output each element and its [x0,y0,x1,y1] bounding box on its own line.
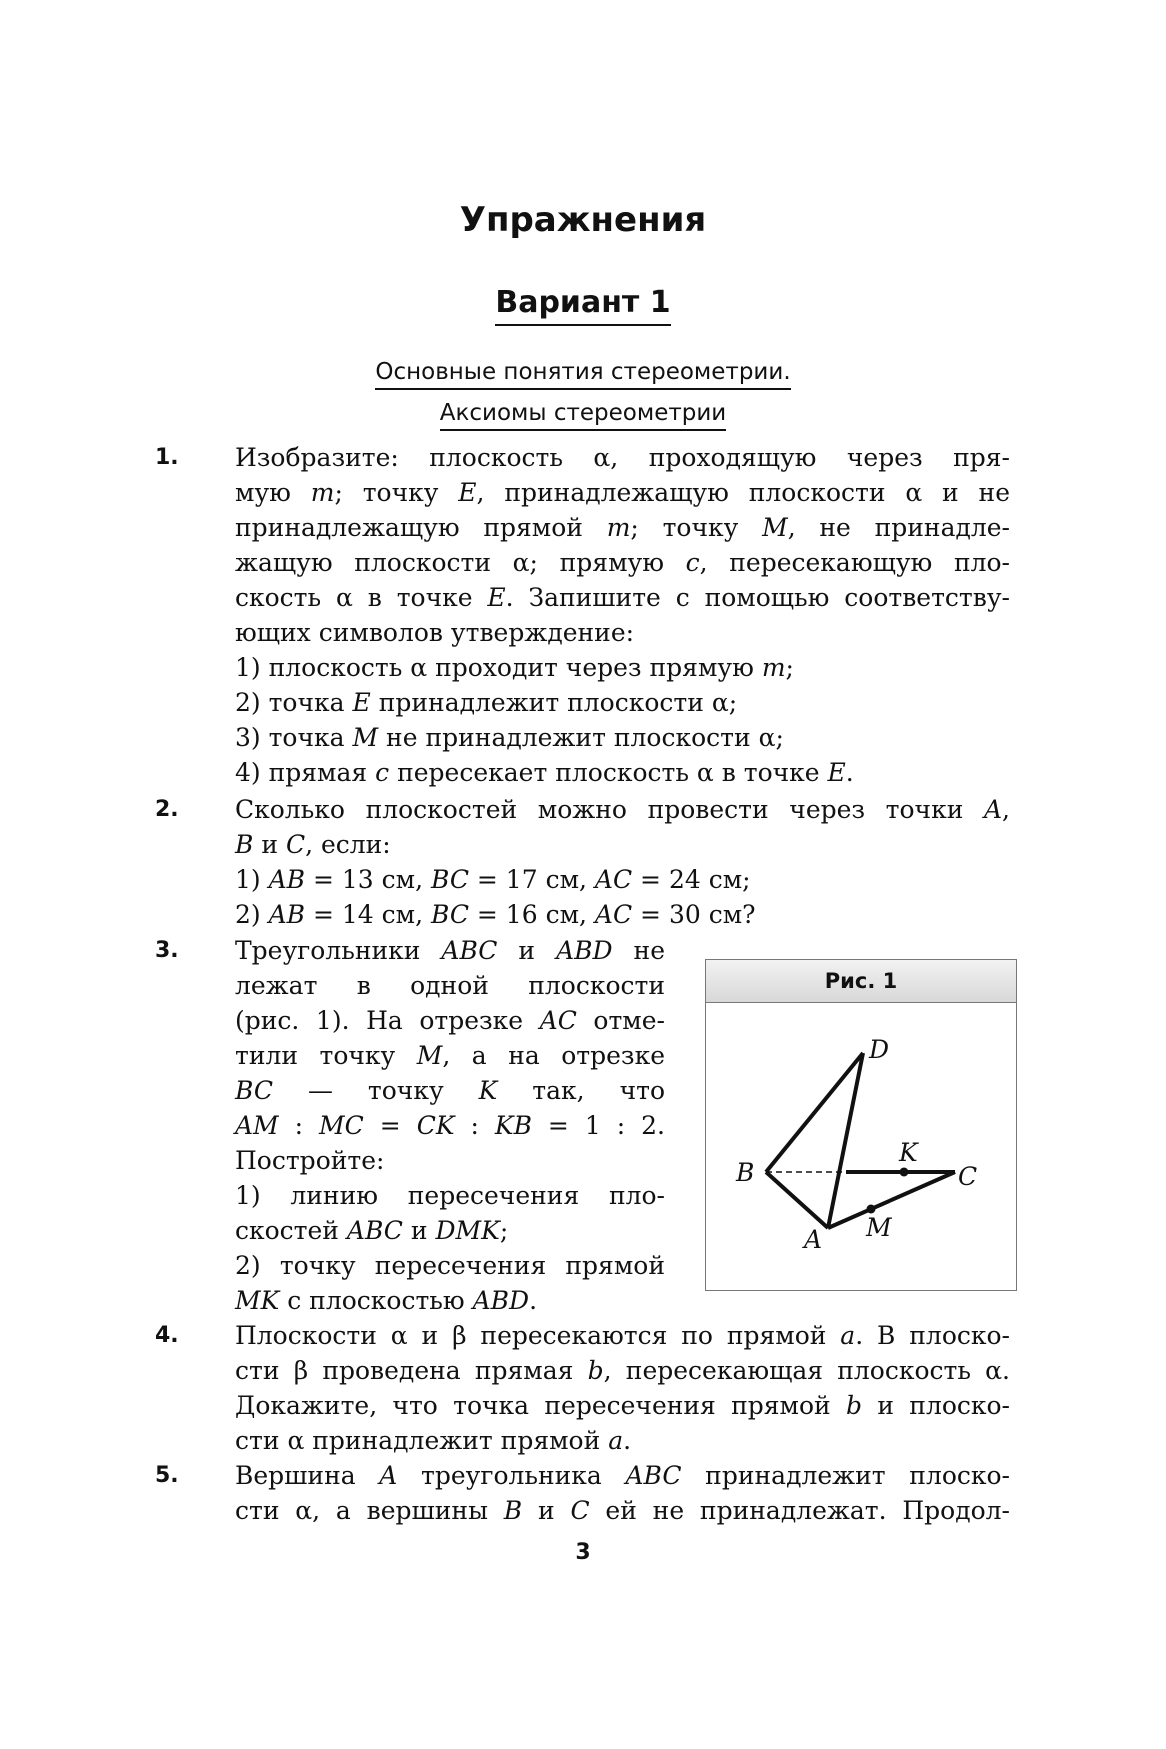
text-line: скостей ABC и DMK; [235,1216,509,1245]
figure-1 [705,959,1017,1291]
text-line: AM : MC = CK : KB = 1 : 2. [235,1111,665,1140]
text-line: сти α принадлежит прямой a. [235,1426,632,1455]
text-line: 1) AB = 13 см, BC = 17 см, AC = 24 см; [235,865,751,894]
text-line: скость α в точке E. Запишите с помощью соответству- [235,583,1010,612]
text-line: лежат в одной плоскости [235,971,665,1000]
text-line: 1) плоскость α проходит через прямую m; [235,653,794,682]
text-line: Постройте: [235,1146,385,1175]
topic-line-2: Аксиомы стереометрии [440,400,727,431]
text-line: принадлежащую прямой m; точку M, не принадле- [235,513,1011,542]
label-B: B [736,1158,755,1187]
text-line: Вершина A треугольника ABC принадлежит плоско- [235,1461,1011,1490]
page-number: 3 [575,1540,591,1565]
label-A: A [804,1225,823,1254]
text-line: жащую плоскости α; прямую c, пересекающую пло- [235,548,1010,577]
pyramid-diagram [706,1003,1016,1289]
segment-BD [766,1053,863,1172]
topic-line-1: Основные понятия стереометрии. [375,359,790,390]
label-D: D [869,1035,890,1064]
text-line: (рис. 1). На отрезке AC отме- [235,1006,665,1035]
exercise-3 [155,933,665,1318]
text-line: Сколько плоскостей можно провести через точки A, [235,795,1010,824]
text-line: сти α, а вершины B и C ей не принадлежат. Продол- [235,1496,1011,1525]
label-M: M [866,1213,892,1242]
variant-heading: Вариант 1 [0,285,1166,320]
text-line: 1) линию пересечения пло- [235,1181,665,1210]
exercise-number: 2. [155,797,179,822]
text-line: B и C, если: [235,830,391,859]
exercise-4 [155,1318,1010,1458]
text-line: 4) прямая c пересекает плоскость α в точке E. [235,758,854,787]
text-line: Докажите, что точка пересечения прямой b и плоско- [235,1391,1010,1420]
text-line: тили точку M, а на отрезке [235,1041,665,1070]
exercise-1 [155,440,1010,790]
exercise-number: 1. [155,445,179,470]
text-line: Треугольники ABC и ABD не [235,936,665,965]
page-heading: Упражнения [459,200,707,240]
label-K: K [899,1138,918,1167]
exercise-2 [155,792,1010,932]
text-line: Плоскости α и β пересекаются по прямой a. В плоско- [235,1321,1010,1350]
exercise-number: 4. [155,1323,179,1348]
text-line: Изобразите: плоскость α, проходящую через пря- [235,443,1010,472]
text-line: 2) AB = 14 см, BC = 16 см, AC = 30 см? [235,900,756,929]
segment-BA [766,1172,828,1228]
exercise-number: 5. [155,1463,179,1488]
text-line: 2) точка E принадлежит плоскости α; [235,688,738,717]
exercise-number: 3. [155,938,179,963]
exercise-5 [155,1458,1010,1528]
text-line: 2) точку пересечения прямой [235,1251,665,1280]
topic-heading [0,352,1166,434]
text-line: ющих символов утверждение: [235,618,635,647]
text-line: сти β проведена прямая b, пересекающая плоскость α. [235,1356,1010,1385]
text-line: MK с плоскостью ABD. [235,1286,538,1315]
text-line: мую m; точку E, принадлежащую плоскости α и не [235,478,1010,507]
point-K [900,1168,909,1177]
segment-DA [828,1053,863,1228]
figure-title: Рис. 1 [706,960,1016,1003]
text-line: BC — точку K так, что [235,1076,665,1105]
text-line: 3) точка M не принадлежит плоскости α; [235,723,784,752]
label-C: C [958,1162,978,1191]
